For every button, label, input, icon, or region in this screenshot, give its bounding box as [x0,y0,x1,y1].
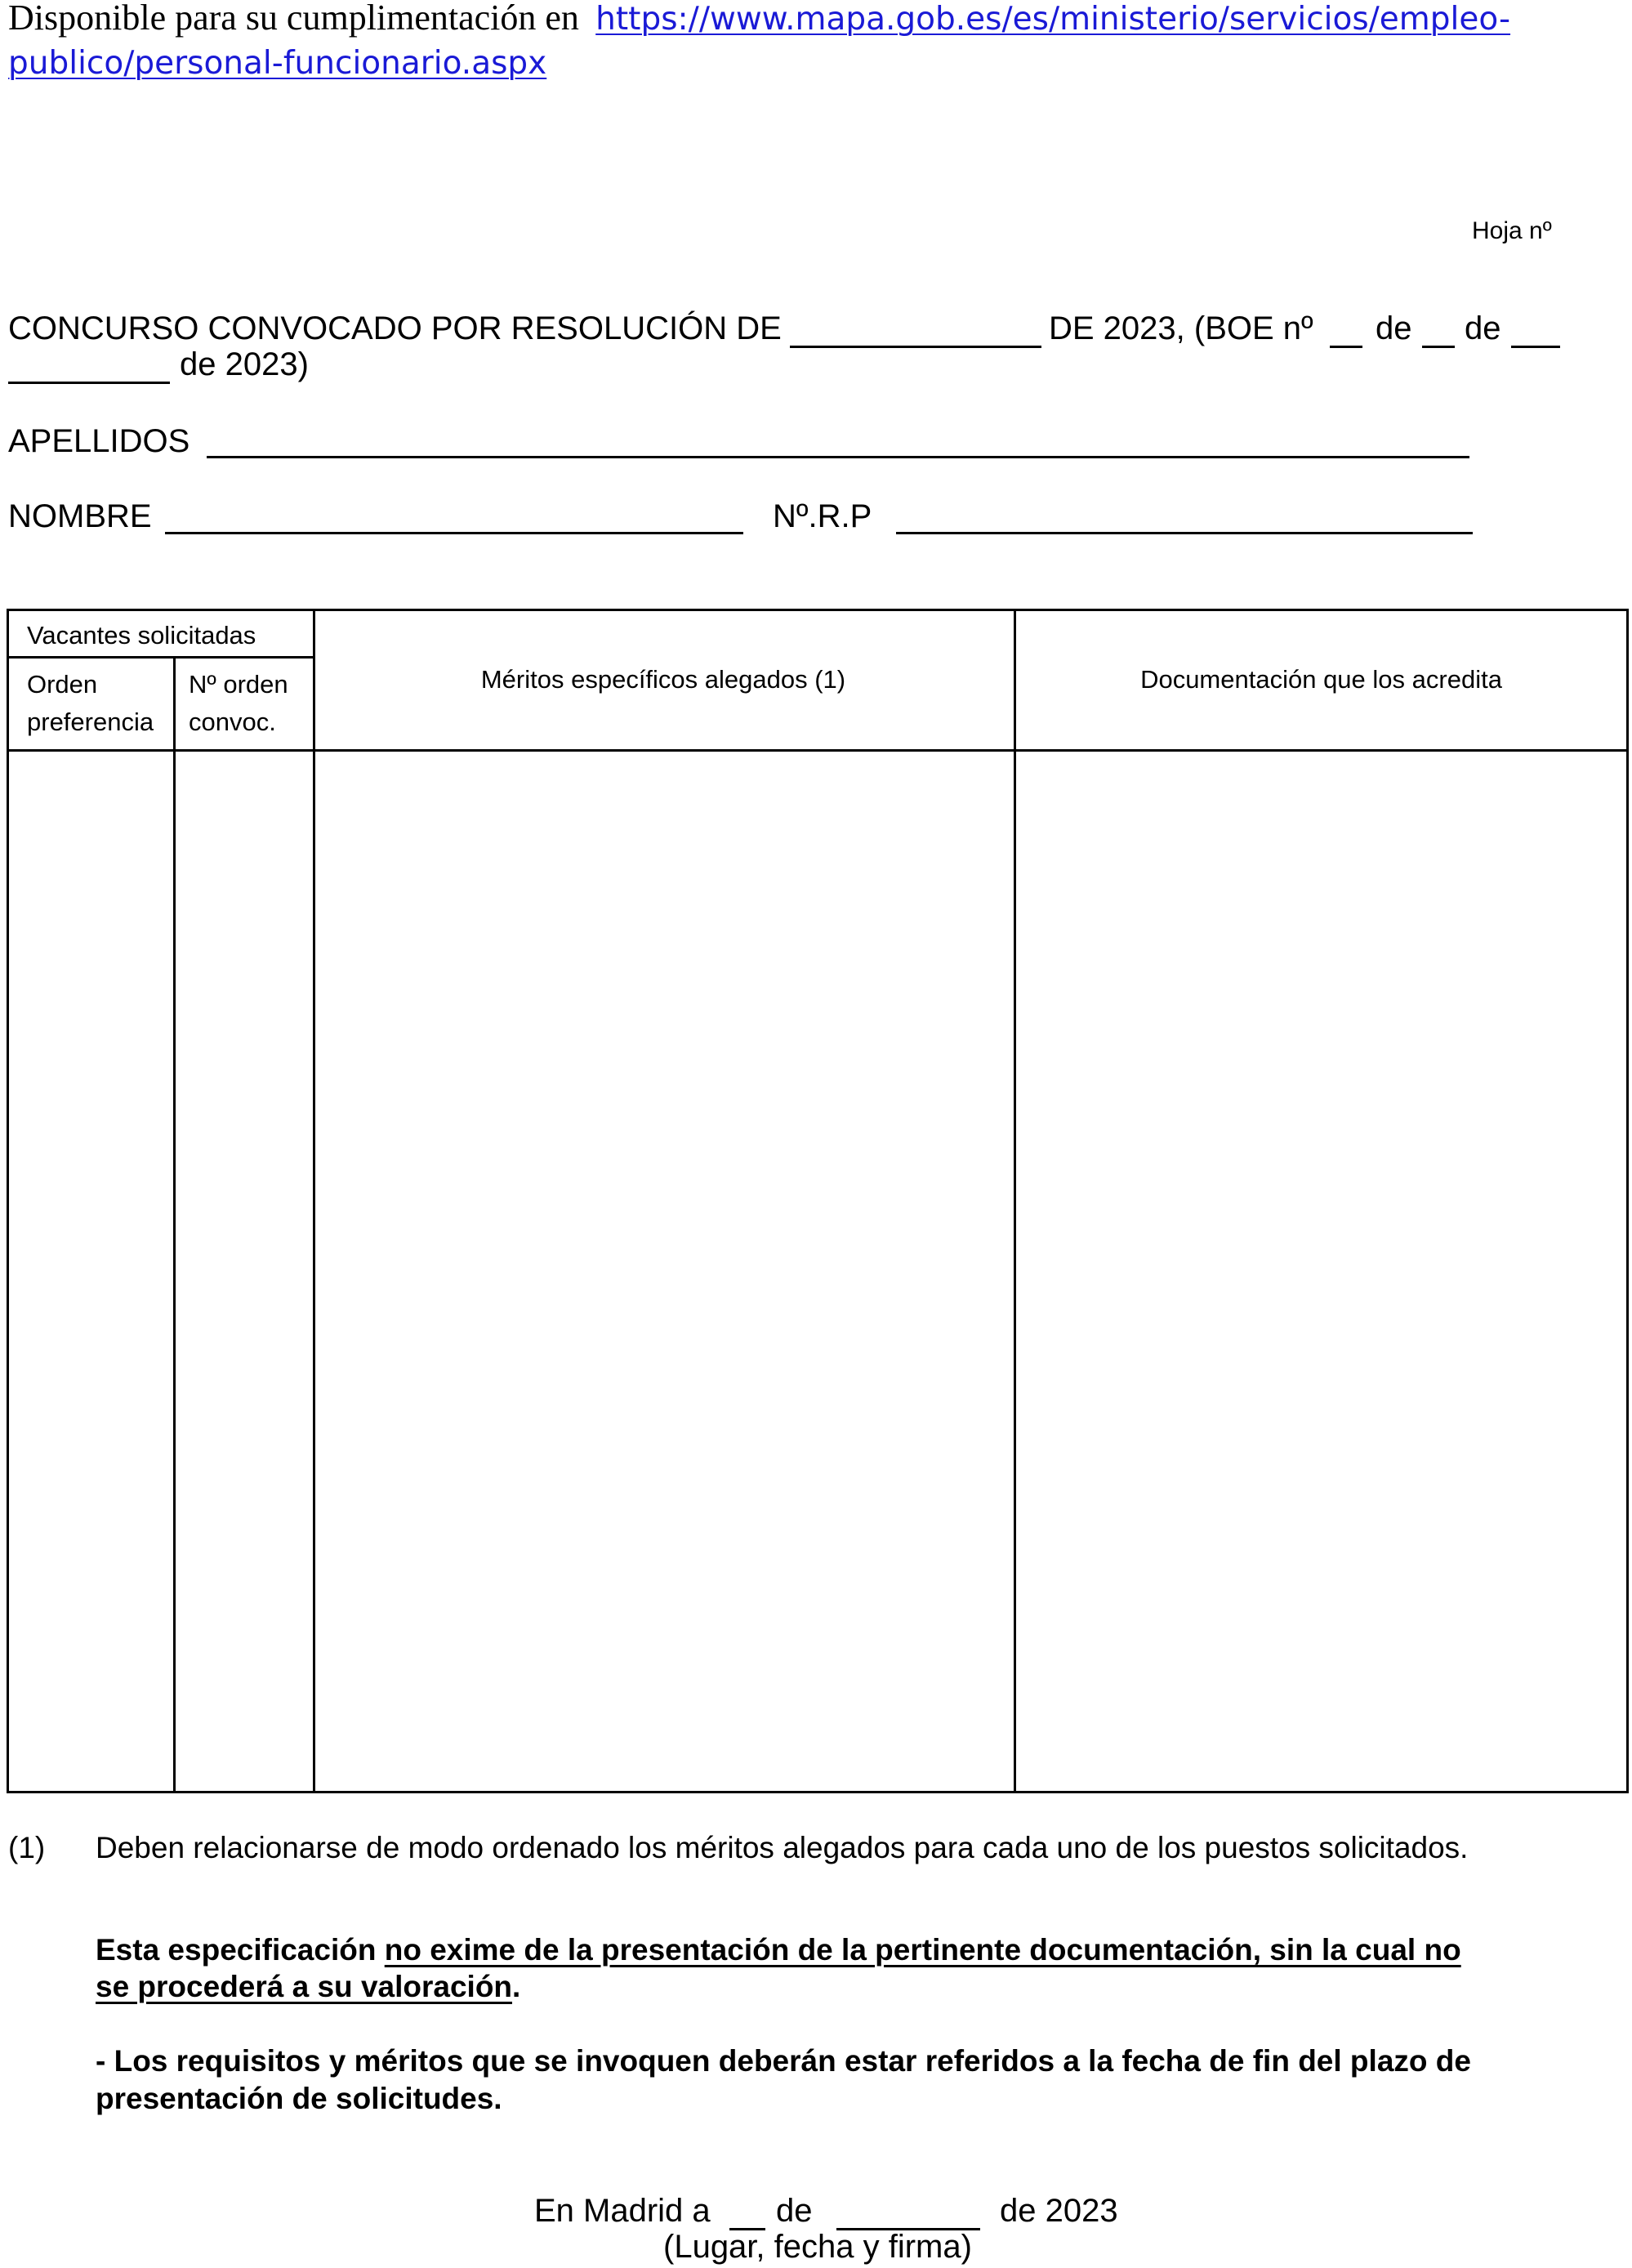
form-url-link[interactable]: https://www.mapa.gob.es/es/ministerio/servicios/empleo- [595,1,1511,38]
vacantes-header: Vacantes solicitadas [27,621,256,650]
apellidos-label: APELLIDOS [8,423,190,459]
specification-underlined-2: se procederá a su valoración [96,1970,513,2003]
requisitos-line2: presentación de solicitudes. [96,2082,502,2115]
meritos-header: Méritos específicos alegados (1) [480,665,846,694]
specification-notice-line1 [96,1931,1461,1969]
concurso-year-boe-label: DE 2023, (BOE nº [1049,310,1313,346]
boe-number-blank[interactable] [1330,346,1362,348]
availability-line [8,0,1510,38]
nrp-label: Nº.R.P [773,498,872,534]
specification-underlined-1: no exime de la presentación de la pertinente documentación, sin la cual no [384,1933,1461,1967]
specification-prefix: Esta especificación [96,1933,385,1967]
documentacion-entry-cell[interactable] [1016,752,1627,1791]
signature-place-label: En Madrid a [534,2193,711,2229]
concurso-label: CONCURSO CONVOCADO POR RESOLUCIÓN DE [8,310,782,346]
footnote-marker: (1) [8,1831,46,1864]
footnote-text: Deben relacionarse de modo ordenado los méritos alegados para cada uno de los puestos solicitados. [96,1831,1469,1864]
specification-end: . [512,1970,521,2003]
availability-text: Disponible para su cumplimentación en [8,0,579,38]
concurso-de-2: de [1465,310,1501,346]
documentacion-header: Documentación que los acredita [1140,665,1502,694]
orden-entry-cell[interactable] [9,752,172,1791]
nombre-field[interactable] [165,532,743,534]
sheet-number-label: Hoja nº [1472,217,1552,244]
norden-header-line2: convoc. [189,708,276,736]
specification-notice-line2 [96,1968,520,2006]
requisitos-line1: - Los requisitos y méritos que se invoquen deberán estar referidos a la fecha de fin del plazo de [96,2044,1471,2078]
boe-month-blank-b[interactable] [8,382,170,384]
orden-header-line1: Orden [27,670,98,699]
signature-year-label: de 2023 [1000,2193,1118,2229]
concurso-year-close: de 2023) [180,346,309,382]
norden-header-line1: Nº orden [189,670,288,699]
concurso-de-1: de [1376,310,1412,346]
apellidos-field[interactable] [207,456,1469,458]
meritos-entry-cell[interactable] [315,752,1012,1791]
merits-table [7,609,1629,1793]
orden-header-line2: preferencia [27,708,154,736]
form-url-link-continued[interactable]: publico/personal-funcionario.aspx [8,45,547,82]
norden-entry-cell[interactable] [176,752,311,1791]
boe-day-blank[interactable] [1422,346,1455,348]
nrp-field[interactable] [896,532,1473,534]
resolucion-date-blank[interactable] [790,346,1041,348]
signature-caption: (Lugar, fecha y firma) [663,2229,972,2265]
nombre-label: NOMBRE [8,498,152,534]
signature-de-label: de [776,2193,813,2229]
boe-month-blank-a[interactable] [1511,346,1560,348]
vacantes-subheader-divider [9,656,313,659]
